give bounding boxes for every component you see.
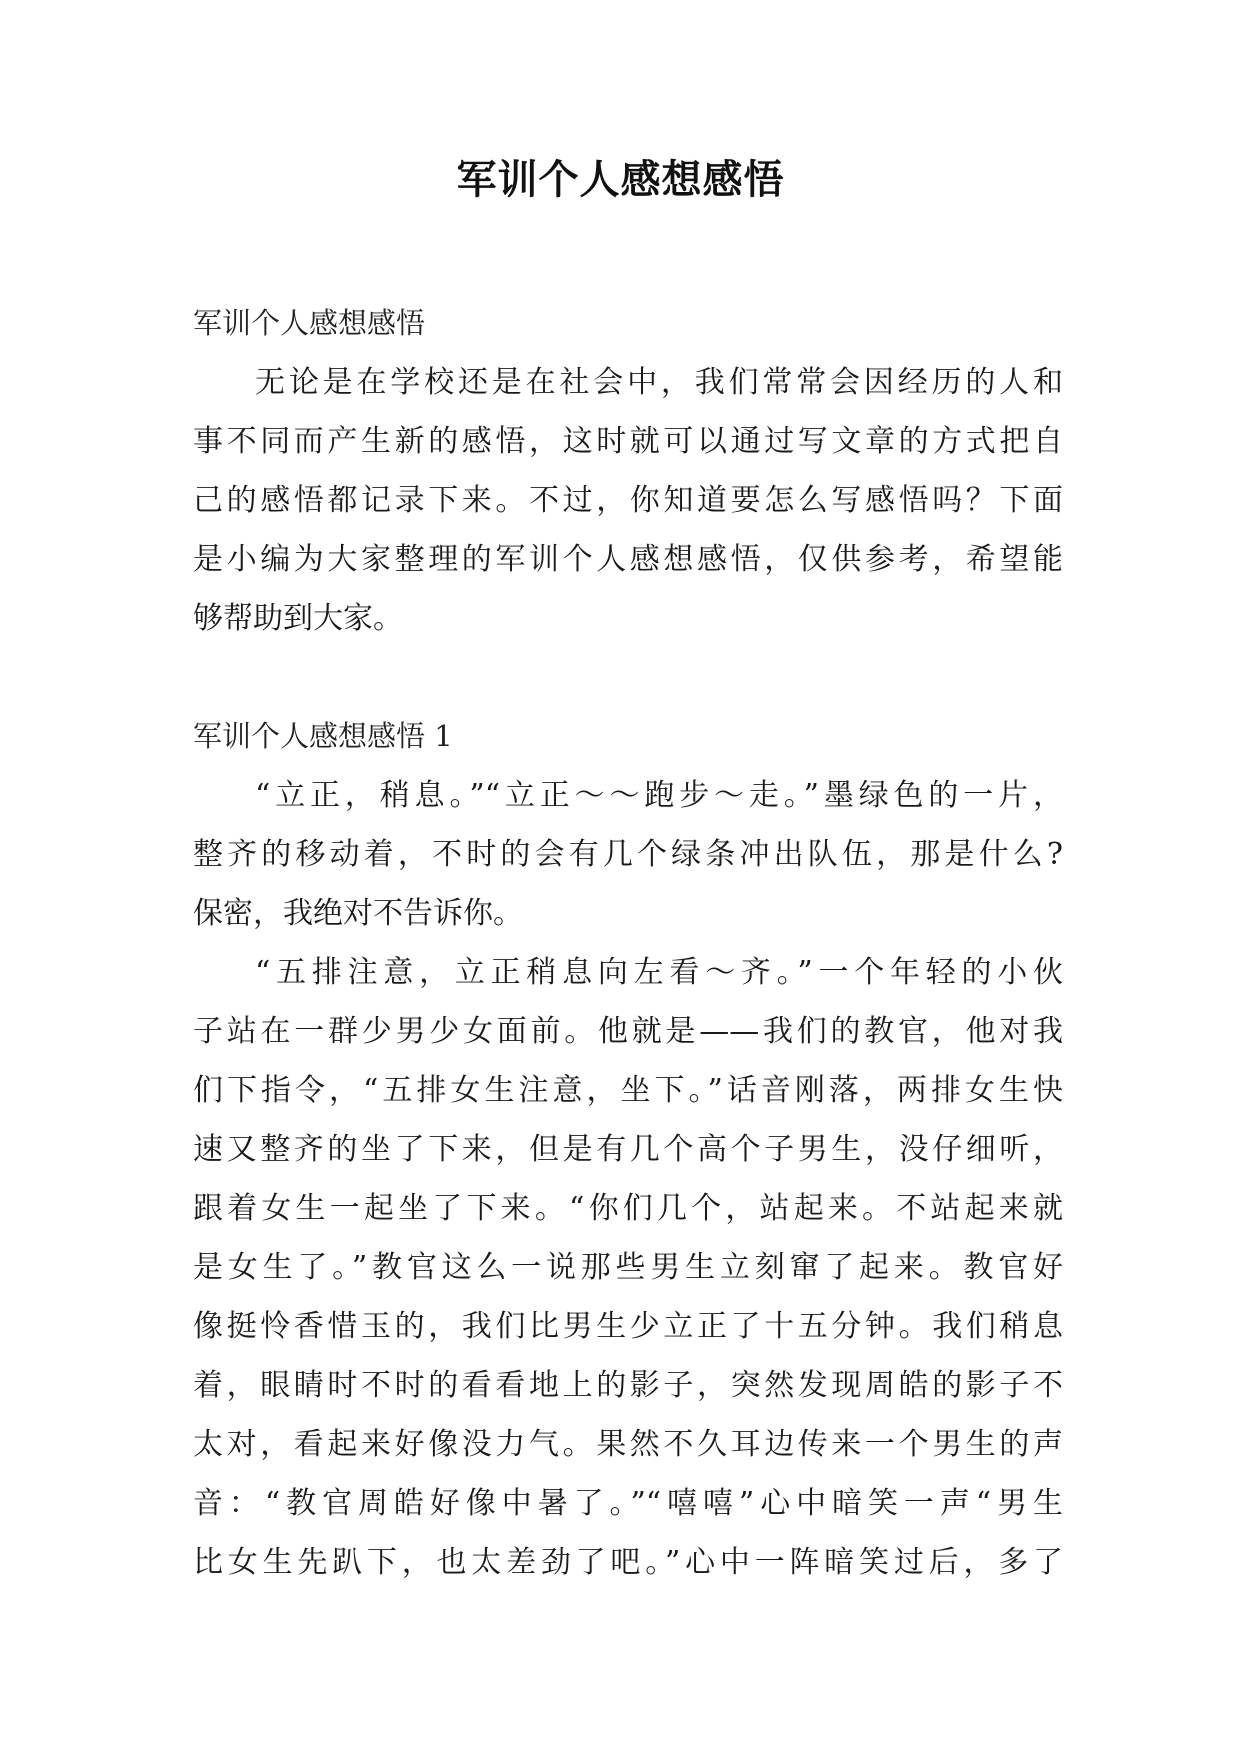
paragraph-2 (193, 943, 1063, 1592)
paragraph-1 (193, 766, 1063, 943)
paragraph-line: “立正，稍息。”“立正～～跑步～走。”墨绿色的一片， (255, 778, 1063, 813)
paragraph-line: 音：“教官周皓好像中暑了。”“嘻嘻”心中暗笑一声“男生 (193, 1486, 1063, 1521)
paragraph-line: 像挺怜香惜玉的，我们比男生少立正了十五分钟。我们稍息 (193, 1309, 1063, 1344)
paragraph-line: 们下指令，“五排女生注意，坐下。”话音刚落，两排女生快 (193, 1073, 1063, 1108)
paragraph-line: 比女生先趴下，也太差劲了吧。”心中一阵暗笑过后，多了 (193, 1545, 1063, 1580)
intro-line: 够帮助到大家。 (193, 601, 403, 636)
paragraph-line: 太对，看起来好像没力气。果然不久耳边传来一个男生的声 (193, 1427, 1063, 1462)
paragraph-line: 子站在一群少男少女面前。他就是——我们的教官，他对我 (193, 1014, 1063, 1049)
paragraph-line: 保密，我绝对不告诉你。 (193, 896, 523, 931)
paragraph-line: 整齐的移动着，不时的会有几个绿条冲出队伍，那是什么? (193, 837, 1063, 872)
section-heading: 军训个人感想感悟 1 (193, 719, 453, 753)
paragraph-gap (193, 648, 1063, 707)
paragraph-line: “五排注意，立正稍息向左看～齐。”一个年轻的小伙 (255, 955, 1063, 990)
intro-line: 无论是在学校还是在社会中，我们常常会因经历的人和 (255, 365, 1063, 400)
intro-line: 是小编为大家整理的军训个人感想感悟，仅供参考，希望能 (193, 542, 1063, 577)
paragraph-line: 速又整齐的坐了下来，但是有几个高个子男生，没仔细听， (193, 1132, 1063, 1167)
document-title: 军训个人感想感悟 (456, 157, 785, 203)
paragraph-line: 着，眼睛时不时的看看地上的影子，突然发现周皓的影子不 (193, 1368, 1063, 1403)
document-body (193, 294, 1063, 1592)
paragraph-line: 是女生了。”教官这么一说那些男生立刻窜了起来。教官好 (193, 1250, 1063, 1285)
intro-paragraph (193, 353, 1063, 648)
paragraph-line: 跟着女生一起坐了下来。“你们几个，站起来。不站起来就 (193, 1191, 1063, 1226)
intro-line: 事不同而产生新的感悟，这时就可以通过写文章的方式把自 (193, 424, 1063, 459)
intro-heading: 军训个人感想感悟 (193, 306, 426, 340)
intro-line: 己的感悟都记录下来。不过，你知道要怎么写感悟吗？下面 (193, 483, 1063, 518)
